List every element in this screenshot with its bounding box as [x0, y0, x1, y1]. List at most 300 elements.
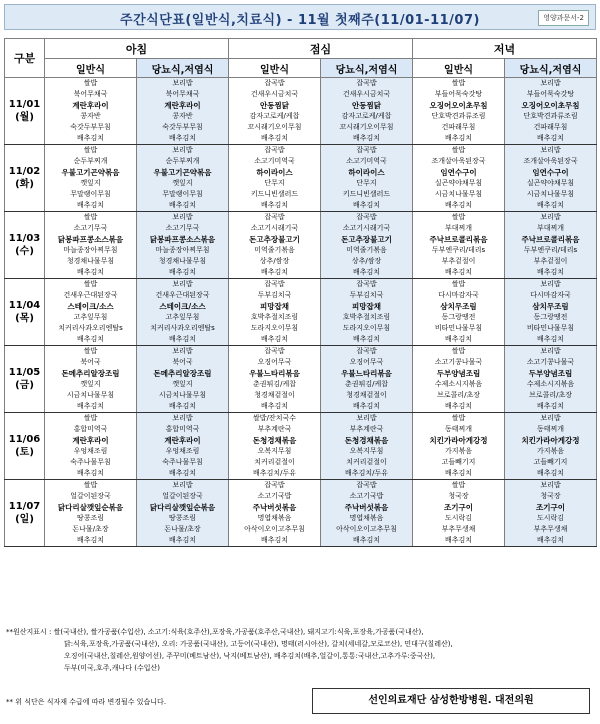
- menu-item: 감자고로케/케찹: [249, 112, 300, 120]
- page-title: 주간식단표(일반식,치료식) - 11월 첫째주(11/01-11/07): [120, 13, 480, 28]
- menu-item: 청국장: [448, 492, 469, 500]
- day-label: [5, 78, 45, 145]
- menu-item: 청경채나물무침: [158, 257, 207, 265]
- menu-item: 시금치나물무침: [434, 190, 483, 198]
- menu-item: 순두부찌개: [165, 157, 200, 165]
- menu-item: 고추잎무침: [165, 313, 200, 321]
- menu-item: 쌀밥: [451, 280, 466, 288]
- menu-item: 깻잎지: [80, 179, 101, 187]
- menu-item: 비타민나물무침: [526, 324, 575, 332]
- day-weekday: (수): [15, 246, 34, 257]
- header-banner: [4, 4, 596, 30]
- menu-item: 깻잎지: [172, 179, 193, 187]
- menu-item: 쌀밥: [83, 481, 98, 489]
- menu-item: 배추김치: [537, 335, 565, 343]
- menu-item: 단무지: [356, 179, 377, 187]
- menu-cell-dinner-general: [413, 480, 505, 547]
- weekly-menu-table: [4, 38, 597, 547]
- menu-item: 쌀밥: [83, 414, 98, 422]
- menu-item: 소고기시래기국: [342, 224, 391, 232]
- menu-item: 보리밥: [172, 414, 193, 422]
- menu-item: 아삭이오이고추무침: [336, 525, 397, 533]
- menu-item: 배추김치: [76, 536, 105, 544]
- menu-item: 수제소시지볶음: [526, 380, 575, 388]
- document-badge: 영양과문서-2: [538, 10, 589, 26]
- menu-item: 호박추절치조림: [250, 313, 299, 321]
- menu-item: 건새우시금치국: [250, 90, 299, 98]
- day-date: 11/01: [8, 99, 41, 110]
- menu-item: 부추겉절이: [441, 257, 476, 265]
- menu-item: 두부김치국: [257, 291, 292, 299]
- main-dish: 피망잡채: [260, 302, 289, 311]
- menu-item: 잡곡밥: [264, 213, 285, 221]
- menu-item: 보리밥: [540, 347, 561, 355]
- menu-item: 소고기콩나물국: [434, 358, 483, 366]
- menu-item: 시금치나물무침: [526, 190, 575, 198]
- main-dish: 닭봉파프콩소스볶음: [149, 235, 216, 244]
- menu-item: 두부엔쿠리/데리s: [523, 246, 578, 254]
- menu-item: 배추김치: [168, 201, 197, 209]
- menu-item: 홍합미역국: [165, 425, 200, 433]
- menu-item: 두부김치국: [349, 291, 384, 299]
- menu-item: 무말랭이무침: [70, 190, 111, 198]
- menu-item: 북어무채국: [165, 90, 200, 98]
- menu-cell-dinner-diabetic: [505, 145, 597, 212]
- menu-item: 부들어묵숙갓탕: [526, 90, 575, 98]
- day-weekday: (화): [15, 179, 34, 190]
- day-weekday: (일): [15, 514, 34, 525]
- menu-cell-lunch-general: [229, 480, 321, 547]
- menu-item: 배추김치: [168, 402, 197, 410]
- main-dish: 주낙브로콜리볶음: [429, 235, 488, 244]
- sub-header-diabetic: 당뇨식,저염식: [321, 59, 413, 78]
- menu-item: 상추/쌈장: [351, 257, 382, 265]
- menu-item: 청경채나물무침: [66, 257, 115, 265]
- menu-item: 배추김치/두유: [253, 469, 296, 477]
- menu-item: 부추계란국: [257, 425, 292, 433]
- main-dish: 주낙버섯볶음: [344, 503, 389, 512]
- menu-item: 배추김치: [445, 335, 473, 343]
- menu-item: 배추김치: [537, 536, 565, 544]
- menu-item: 오복지무침: [349, 447, 384, 455]
- menu-item: 꼬시래기오이무침: [339, 123, 394, 131]
- menu-item: 쌀밥: [451, 347, 466, 355]
- origin-line: 닭:식육,포장육,가공품(국내산), 오리: 가공품(국내산), 고등어(국내산), 명태(러시아산), 갈치(세네갈,모로코산), 민대구(칠레산),: [64, 640, 453, 648]
- menu-item: 쌀밥: [451, 414, 466, 422]
- menu-cell-breakfast-general: [45, 279, 137, 346]
- menu-item: 시금치나물무침: [66, 391, 115, 399]
- menu-item: 배추김치: [445, 469, 473, 477]
- menu-item: 브로콜리/초장: [529, 391, 572, 399]
- menu-item: 배추김치: [352, 134, 381, 142]
- menu-item: 잡곡밥: [264, 347, 285, 355]
- menu-body: [5, 78, 597, 547]
- day-label: [5, 413, 45, 480]
- main-dish: 안동찜닭: [260, 101, 289, 110]
- menu-item: 땅콩조림: [168, 514, 197, 522]
- menu-item: 숙주나물무침: [162, 458, 203, 466]
- main-dish: 닭봉파프콩소스볶음: [57, 235, 124, 244]
- menu-item: 배추김치: [76, 469, 105, 477]
- menu-cell-dinner-general: [413, 413, 505, 480]
- main-dish: 스테이크/소스: [159, 302, 206, 311]
- menu-cell-dinner-diabetic: [505, 413, 597, 480]
- menu-item: 쌀밥: [83, 213, 98, 221]
- day-date: 11/06: [8, 434, 41, 445]
- menu-item: 건새우시금치국: [342, 90, 391, 98]
- menu-cell-lunch-general: [229, 212, 321, 279]
- menu-item: 보리밥: [172, 146, 193, 154]
- day-row: [5, 480, 597, 547]
- menu-cell-breakfast-general: [45, 145, 137, 212]
- menu-item: 숙갓두부무침: [162, 123, 203, 131]
- origin-footnote: [6, 626, 594, 674]
- menu-item: 가지볶음: [445, 447, 473, 455]
- day-date: 11/07: [8, 501, 41, 512]
- menu-item: 청경채겉절이: [254, 391, 295, 399]
- menu-item: 도라지오이무침: [342, 324, 391, 332]
- day-label: [5, 346, 45, 413]
- menu-item: 배추김치: [168, 335, 197, 343]
- menu-item: 배추김치: [445, 134, 473, 142]
- menu-item: 배추김치: [168, 134, 197, 142]
- menu-item: 보리밥: [172, 79, 193, 87]
- menu-cell-lunch-general: [229, 78, 321, 145]
- menu-item: 배추김치: [445, 402, 473, 410]
- menu-item: 보리밥: [172, 213, 193, 221]
- day-date: 11/03: [8, 233, 41, 244]
- menu-item: 부대찌개: [537, 224, 565, 232]
- main-dish: 우불느타리볶음: [249, 369, 300, 378]
- menu-item: 부추겉절이: [533, 257, 568, 265]
- origin-line: 오징어(국내산,칠레산,원양어선), 주꾸미(베트남산), 낙지(베트남산), 배추김치(배추,얼갈이,통통:국내산,고추가루:중국산),: [64, 652, 436, 660]
- menu-item: 배추김치: [537, 268, 565, 276]
- main-dish: 삼치무조림: [532, 302, 569, 311]
- origin-line: [6, 626, 594, 638]
- menu-item: 배추김치: [260, 134, 289, 142]
- menu-item: 배추김치: [76, 335, 105, 343]
- menu-item: 동그랑땡전: [441, 313, 476, 321]
- menu-item: 땅콩조림: [76, 514, 105, 522]
- main-dish: 주낙버섯볶음: [252, 503, 297, 512]
- day-weekday: (토): [15, 447, 34, 458]
- sub-header-diabetic: 당뇨식,저염식: [505, 59, 597, 78]
- menu-item: 콩자반: [172, 112, 193, 120]
- day-weekday: (월): [15, 112, 34, 123]
- menu-cell-dinner-diabetic: [505, 480, 597, 547]
- menu-item: 보리밥: [540, 79, 561, 87]
- menu-item: 두부엔쿠리/데리s: [431, 246, 486, 254]
- menu-item: 돈나물/초장: [164, 525, 201, 533]
- day-label: [5, 279, 45, 346]
- menu-item: 소고기미역국: [346, 157, 387, 165]
- menu-item: 소고기미역국: [254, 157, 295, 165]
- menu-cell-lunch-diabetic: [321, 212, 413, 279]
- menu-item: 쌀밥: [83, 280, 98, 288]
- menu-item: 무말랭이무침: [162, 190, 203, 198]
- menu-item: 조개살아욱된장국: [523, 157, 578, 165]
- menu-item: 도라지오이무침: [250, 324, 299, 332]
- main-dish: 계란후라이: [72, 436, 109, 445]
- day-label: [5, 480, 45, 547]
- menu-item: 북어무채국: [73, 90, 108, 98]
- main-dish: 하이라이스: [348, 168, 385, 177]
- menu-item: 쌀밥/잔치국수: [253, 414, 296, 422]
- menu-item: 오징어무국: [349, 358, 384, 366]
- menu-item: 감자고로케/케찹: [341, 112, 392, 120]
- menu-item: 보리밥: [172, 481, 193, 489]
- sub-header-general: 일반식: [229, 59, 321, 78]
- menu-item: 마늘종장아찌무침: [155, 246, 210, 254]
- menu-item: 실곤약야채무침: [526, 179, 575, 187]
- menu-item: 숙갓두부무침: [70, 123, 111, 131]
- menu-item: 조개살아욱된장국: [431, 157, 486, 165]
- menu-cell-dinner-diabetic: [505, 78, 597, 145]
- menu-item: 부대찌개: [445, 224, 473, 232]
- menu-item: 배추김치: [76, 402, 105, 410]
- main-dish: 계란후라이: [72, 101, 109, 110]
- menu-item: 브로콜리/초장: [437, 391, 480, 399]
- menu-item: 건파래무침: [441, 123, 476, 131]
- menu-item: 건새우근대된장국: [63, 291, 118, 299]
- menu-item: 잡곡밥: [264, 146, 285, 154]
- menu-item: 쌀밥: [83, 347, 98, 355]
- main-dish: 오징어오이초무침: [521, 101, 580, 110]
- menu-item: 숙주나물무침: [70, 458, 111, 466]
- main-dish: 우불느타리볶음: [341, 369, 392, 378]
- menu-item: 꼬시래기오이무침: [247, 123, 302, 131]
- menu-item: 잡곡밥: [264, 79, 285, 87]
- menu-item: 보리밥: [540, 280, 561, 288]
- main-dish: 삼치무조림: [440, 302, 477, 311]
- menu-cell-lunch-diabetic: [321, 145, 413, 212]
- menu-item: 마늘종장아찌무침: [63, 246, 118, 254]
- menu-item: 도시락김: [445, 514, 473, 522]
- menu-cell-lunch-general: [229, 413, 321, 480]
- menu-item: 잡곡밥: [264, 280, 285, 288]
- day-row: [5, 346, 597, 413]
- menu-item: 잡곡밥: [356, 347, 377, 355]
- main-dish: 돈고추장불고기: [341, 235, 392, 244]
- menu-item: 배추김치: [352, 268, 381, 276]
- menu-item: 춘권튀김/케찹: [253, 380, 296, 388]
- menu-item: 고들빼기지: [441, 458, 476, 466]
- main-dish: 돈고추장불고기: [249, 235, 300, 244]
- menu-item: 동그랑땡전: [533, 313, 568, 321]
- day-row: [5, 145, 597, 212]
- menu-item: 배추김치/두유: [345, 469, 388, 477]
- main-dish: 우불고기곤약볶음: [61, 168, 120, 177]
- main-dish: 임연수구이: [532, 168, 569, 177]
- main-dish: 치킨가라아게강정: [521, 436, 580, 445]
- menu-cell-dinner-general: [413, 212, 505, 279]
- main-dish: 하이라이스: [256, 168, 293, 177]
- menu-item: 잡곡밥: [264, 481, 285, 489]
- menu-item: 오징어무국: [257, 358, 292, 366]
- menu-item: 시금치나물무침: [158, 391, 207, 399]
- menu-item: 쌀밥: [451, 481, 466, 489]
- main-dish: 치킨가라아게강정: [429, 436, 488, 445]
- hospital-signature: 선인의료재단 삼성한방병원. 대전의원: [312, 688, 590, 714]
- menu-item: 순두부찌개: [73, 157, 108, 165]
- meal-header-breakfast: 아침: [45, 39, 229, 59]
- menu-item: 배추김치: [445, 536, 473, 544]
- menu-item: 우엉채조림: [73, 447, 108, 455]
- menu-item: 배추김치: [76, 134, 105, 142]
- menu-cell-dinner-general: [413, 279, 505, 346]
- menu-item: 콩자반: [80, 112, 101, 120]
- menu-item: 얼갈이된장국: [70, 492, 111, 500]
- menu-item: 배추김치: [537, 134, 565, 142]
- menu-item: 건파래무침: [533, 123, 568, 131]
- menu-item: 배추김치: [352, 402, 381, 410]
- menu-item: 배추김치: [445, 268, 473, 276]
- main-dish: 안동찜닭: [352, 101, 382, 110]
- meal-header-dinner: 저녁: [413, 39, 597, 59]
- day-weekday: (금): [15, 380, 34, 391]
- day-date: 11/05: [8, 367, 41, 378]
- menu-item: 미역줄기볶음: [254, 246, 295, 254]
- menu-item: 배추김치: [168, 469, 197, 477]
- menu-item: 청국장: [540, 492, 561, 500]
- menu-item: 수제소시지볶음: [434, 380, 483, 388]
- menu-item: 명엽채볶음: [349, 514, 384, 522]
- menu-item: 치커리사과오리엔탈s: [58, 324, 123, 332]
- menu-item: 깻잎지: [172, 380, 193, 388]
- menu-item: 소고기국밥: [349, 492, 384, 500]
- menu-item: 잡곡밥: [356, 146, 377, 154]
- main-dish: 피망잡채: [352, 302, 382, 311]
- menu-item: 쌀밥: [451, 79, 466, 87]
- day-row: [5, 78, 597, 145]
- origin-line: 두부(미국,호주,캐나다 (수입산): [64, 664, 161, 672]
- menu-item: 부추무생채: [533, 525, 568, 533]
- menu-item: 보리밥: [172, 280, 193, 288]
- menu-item: 보리밥: [540, 414, 561, 422]
- menu-item: 키드니빈샐러드: [250, 190, 299, 198]
- menu-item: 배추김치: [260, 201, 289, 209]
- menu-cell-lunch-diabetic: [321, 279, 413, 346]
- menu-item: 보리밥: [356, 414, 377, 422]
- day-date: 11/04: [8, 300, 41, 311]
- menu-cell-dinner-diabetic: [505, 212, 597, 279]
- main-dish: 돈메추리알장조림: [61, 369, 120, 378]
- menu-cell-lunch-diabetic: [321, 78, 413, 145]
- main-dish: 돈청경채볶음: [344, 436, 389, 445]
- menu-item: 오복지무침: [257, 447, 292, 455]
- main-dish: 돈메추리알장조림: [153, 369, 212, 378]
- menu-item: 춘권튀김/케찹: [345, 380, 388, 388]
- menu-cell-lunch-diabetic: [321, 413, 413, 480]
- menu-item: 건새우근대된장국: [155, 291, 210, 299]
- menu-item: 보리밥: [172, 347, 193, 355]
- menu-item: 배추김치: [352, 201, 381, 209]
- menu-item: 쌀밥: [83, 146, 98, 154]
- menu-item: 동태찌개: [537, 425, 565, 433]
- menu-item: 배추김치: [537, 402, 565, 410]
- main-dish: 계란후라이: [164, 101, 201, 110]
- menu-item: 소고기시래기국: [250, 224, 299, 232]
- menu-item: 다시마감자국: [530, 291, 571, 299]
- menu-item: 실곤약야채무침: [434, 179, 483, 187]
- menu-item: 배추김치: [76, 268, 105, 276]
- menu-cell-dinner-general: [413, 145, 505, 212]
- day-weekday: (목): [15, 313, 34, 324]
- menu-item: 배추김치: [260, 402, 289, 410]
- main-dish: 스테이크/소스: [67, 302, 114, 311]
- menu-item: 배추김치: [537, 469, 565, 477]
- menu-cell-lunch-diabetic: [321, 346, 413, 413]
- main-dish: 조기구이: [536, 503, 566, 512]
- main-dish: 주낙브로콜리볶음: [521, 235, 580, 244]
- menu-cell-lunch-diabetic: [321, 480, 413, 547]
- main-dish: 계란후라이: [164, 436, 201, 445]
- menu-item: 다시마감자국: [438, 291, 479, 299]
- menu-item: 치커리겉절이: [254, 458, 295, 466]
- menu-item: 잡곡밥: [356, 481, 377, 489]
- corner-label: 구분: [5, 39, 45, 78]
- menu-item: 잡곡밥: [356, 79, 377, 87]
- menu-item: 상추/쌈장: [259, 257, 290, 265]
- menu-cell-breakfast-diabetic: [137, 145, 229, 212]
- menu-item: 잡곡밥: [356, 213, 377, 221]
- menu-item: 소고기국밥: [257, 492, 292, 500]
- menu-item: 고추잎무침: [73, 313, 108, 321]
- menu-cell-lunch-general: [229, 145, 321, 212]
- menu-item: 청경채겉절이: [346, 391, 387, 399]
- menu-item: 치커리겉절이: [346, 458, 387, 466]
- menu-item: 단호박견과류조림: [431, 112, 486, 120]
- menu-item: 깻잎지: [80, 380, 101, 388]
- menu-item: 아삭이오이고추무침: [244, 525, 305, 533]
- menu-cell-breakfast-diabetic: [137, 346, 229, 413]
- sub-header-diabetic: 당뇨식,저염식: [137, 59, 229, 78]
- menu-item: 얼갈이된장국: [162, 492, 203, 500]
- day-row: [5, 279, 597, 346]
- menu-item: 쌀밥: [451, 213, 466, 221]
- menu-item: 배추김치: [260, 335, 289, 343]
- menu-cell-breakfast-general: [45, 212, 137, 279]
- day-date: 11/02: [8, 166, 41, 177]
- main-dish: 오징어오이초무침: [429, 101, 488, 110]
- menu-item: 홍합미역국: [73, 425, 108, 433]
- menu-item: 치커리사과오리엔탈s: [150, 324, 215, 332]
- menu-item: 보리밥: [540, 481, 561, 489]
- main-dish: 두부양념조림: [436, 369, 481, 378]
- sub-header-general: 일반식: [45, 59, 137, 78]
- menu-item: 배추김치: [352, 536, 381, 544]
- main-dish: 닭다리살깻잎순볶음: [149, 503, 216, 512]
- menu-item: 잡곡밥: [356, 280, 377, 288]
- day-row: [5, 413, 597, 480]
- menu-item: 배추김치: [537, 201, 565, 209]
- menu-item: 쌀밥: [83, 79, 98, 87]
- main-dish: 임연수구이: [440, 168, 477, 177]
- main-dish: 닭다리살깻잎순볶음: [57, 503, 124, 512]
- menu-cell-dinner-general: [413, 346, 505, 413]
- menu-cell-breakfast-diabetic: [137, 413, 229, 480]
- menu-item: 소고기콩나물국: [526, 358, 575, 366]
- menu-item: 호박추절치조림: [342, 313, 391, 321]
- day-row: [5, 212, 597, 279]
- menu-item: 소고기무국: [73, 224, 108, 232]
- menu-item: 배추김치: [352, 335, 381, 343]
- menu-cell-breakfast-general: [45, 346, 137, 413]
- change-notice: ** 위 식단은 식자재 수급에 따라 변경될수 있습니다.: [6, 698, 167, 706]
- menu-item: 단무지: [264, 179, 285, 187]
- menu-item: 소고기무국: [165, 224, 200, 232]
- main-dish: 조기구이: [444, 503, 474, 512]
